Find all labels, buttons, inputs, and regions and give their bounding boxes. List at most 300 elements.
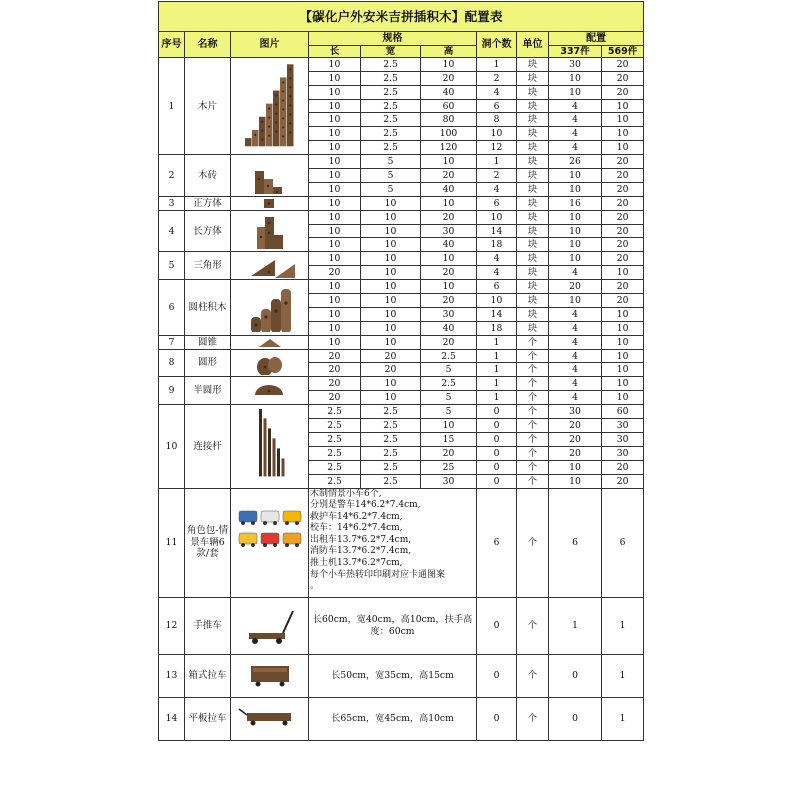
- cell-width: 2.5: [361, 460, 421, 474]
- cell-unit: 块: [517, 252, 549, 266]
- cell-height: 40: [421, 238, 477, 252]
- description-line: 消防车13.7*6.2*7.4cm,: [310, 546, 412, 557]
- cell-c2: 20: [602, 460, 644, 474]
- cell-length: 10: [309, 169, 361, 183]
- cell-unit: 个: [517, 654, 549, 697]
- cell-unit: 个: [517, 474, 549, 488]
- cell-length: 10: [309, 294, 361, 308]
- cell-unit: 个: [517, 460, 549, 474]
- cell-width: 5: [361, 182, 421, 196]
- cell-width: 2.5: [361, 85, 421, 99]
- cell-c1: 4: [549, 335, 602, 349]
- cell-holes: 10: [477, 210, 517, 224]
- cell-length: 20: [309, 363, 361, 377]
- cell-c2: 10: [602, 113, 644, 127]
- item-picture: [231, 252, 309, 280]
- item-number: 2: [159, 155, 185, 197]
- cell-width: 10: [361, 252, 421, 266]
- cell-length: 2.5: [309, 474, 361, 488]
- item-spec: 长50cm，宽35cm，高15cm: [309, 654, 477, 697]
- item-number: 12: [159, 597, 185, 654]
- cell-c1: 10: [549, 474, 602, 488]
- cell-c1: 10: [549, 169, 602, 183]
- cell-c2: 20: [602, 224, 644, 238]
- table-row: [159, 335, 644, 349]
- cell-length: 2.5: [309, 460, 361, 474]
- cell-height: 40: [421, 85, 477, 99]
- cell-width: 2.5: [361, 99, 421, 113]
- table-row: [159, 697, 644, 740]
- cell-c1: 30: [549, 405, 602, 419]
- cell-height: 40: [421, 321, 477, 335]
- cell-length: 2.5: [309, 419, 361, 433]
- table-row: [159, 280, 644, 294]
- cell-c1: 4: [549, 391, 602, 405]
- cell-c1: 30: [549, 57, 602, 71]
- cell-c2: 20: [602, 85, 644, 99]
- header-unit: 单位: [517, 32, 549, 58]
- item-number: 6: [159, 280, 185, 336]
- cell-width: 10: [361, 224, 421, 238]
- item-number: 11: [159, 488, 185, 597]
- table-row: [159, 654, 644, 697]
- item-number: 3: [159, 196, 185, 210]
- cell-unit: 个: [517, 697, 549, 740]
- cell-length: 10: [309, 280, 361, 294]
- cell-c2: 20: [602, 169, 644, 183]
- cell-holes: 1: [477, 335, 517, 349]
- cell-height: 20: [421, 446, 477, 460]
- cell-width: 2.5: [361, 432, 421, 446]
- item-number: 7: [159, 335, 185, 349]
- item-name: 圆形: [185, 349, 231, 377]
- cell-c2: 30: [602, 432, 644, 446]
- cell-width: 10: [361, 391, 421, 405]
- cell-unit: 块: [517, 169, 549, 183]
- item-spec: 长60cm，宽40cm，高10cm，扶手高度：60cm: [309, 597, 477, 654]
- cell-holes: 2: [477, 71, 517, 85]
- cell-length: 10: [309, 57, 361, 71]
- cell-c2: 10: [602, 349, 644, 363]
- cell-unit: 块: [517, 266, 549, 280]
- cell-c2: 30: [602, 419, 644, 433]
- cell-holes: 1: [477, 391, 517, 405]
- cell-c1: 1: [549, 597, 602, 654]
- cell-holes: 0: [477, 432, 517, 446]
- cell-unit: 个: [517, 377, 549, 391]
- cell-c2: 20: [602, 280, 644, 294]
- item-name: 平板拉车: [185, 697, 231, 740]
- header-height: 高: [421, 45, 477, 57]
- config-table: [158, 1, 644, 741]
- cell-holes: 10: [477, 294, 517, 308]
- cell-unit: 块: [517, 210, 549, 224]
- cell-holes: 0: [477, 405, 517, 419]
- cell-width: 2.5: [361, 71, 421, 85]
- cell-unit: 块: [517, 182, 549, 196]
- cell-c1: 10: [549, 210, 602, 224]
- cell-height: 5: [421, 391, 477, 405]
- cell-unit: 个: [517, 349, 549, 363]
- cell-height: 15: [421, 432, 477, 446]
- cell-width: 10: [361, 238, 421, 252]
- description-line: 推土机13.7*6.2*7cm,: [310, 558, 403, 569]
- description-line: 木制情景小车6个,: [310, 488, 382, 499]
- cell-height: 5: [421, 405, 477, 419]
- cell-c1: 20: [549, 419, 602, 433]
- cell-holes: 10: [477, 127, 517, 141]
- cell-unit: 块: [517, 71, 549, 85]
- cell-unit: 块: [517, 141, 549, 155]
- cell-width: 2.5: [361, 419, 421, 433]
- header-pic: 图片: [231, 32, 309, 58]
- header-name: 名称: [185, 32, 231, 58]
- item-name: 角色包-情景车辆6款/套: [185, 488, 231, 597]
- description-line: 出租车13.7*6.2*7.4cm,: [310, 534, 412, 545]
- cell-c1: 4: [549, 363, 602, 377]
- header-holes: 洞个数: [477, 32, 517, 58]
- header-no: 序号: [159, 32, 185, 58]
- item-picture: [231, 697, 309, 740]
- cell-unit: 个: [517, 335, 549, 349]
- item-name: 三角形: [185, 252, 231, 280]
- cell-width: 20: [361, 349, 421, 363]
- cell-c2: 1: [602, 597, 644, 654]
- cell-length: 10: [309, 196, 361, 210]
- item-name: 半圆形: [185, 377, 231, 405]
- item-number: 5: [159, 252, 185, 280]
- cell-height: 120: [421, 141, 477, 155]
- item-name: 长方体: [185, 210, 231, 252]
- cell-unit: 块: [517, 85, 549, 99]
- item-picture: [231, 349, 309, 377]
- item-picture: [231, 280, 309, 336]
- header-c1: 337件: [549, 45, 602, 57]
- table-title: 【碳化户外安米吉拼插积木】配置表: [159, 2, 644, 32]
- cell-c1: 4: [549, 99, 602, 113]
- cell-unit: 块: [517, 307, 549, 321]
- header-length: 长: [309, 45, 361, 57]
- item-name: 木砖: [185, 155, 231, 197]
- cell-c1: 26: [549, 155, 602, 169]
- cell-holes: 0: [477, 474, 517, 488]
- cell-unit: 块: [517, 155, 549, 169]
- cell-holes: 4: [477, 252, 517, 266]
- table-row: [159, 210, 644, 224]
- cell-length: 10: [309, 113, 361, 127]
- cell-width: 2.5: [361, 446, 421, 460]
- cell-c2: 10: [602, 321, 644, 335]
- cell-c2: 20: [602, 252, 644, 266]
- cell-holes: 6: [477, 196, 517, 210]
- cell-c2: 20: [602, 474, 644, 488]
- cell-height: 2.5: [421, 349, 477, 363]
- cell-length: 20: [309, 266, 361, 280]
- cell-holes: 6: [477, 99, 517, 113]
- cell-unit: 块: [517, 99, 549, 113]
- item-description: [309, 488, 477, 597]
- cell-holes: 0: [477, 597, 517, 654]
- item-number: 9: [159, 377, 185, 405]
- cell-height: 100: [421, 127, 477, 141]
- cell-c2: 10: [602, 99, 644, 113]
- cell-c1: 10: [549, 71, 602, 85]
- cell-c1: 20: [549, 446, 602, 460]
- cell-length: 10: [309, 252, 361, 266]
- cell-unit: 块: [517, 224, 549, 238]
- cell-c2: 10: [602, 363, 644, 377]
- cell-width: 20: [361, 363, 421, 377]
- cell-holes: 18: [477, 321, 517, 335]
- cell-width: 2.5: [361, 474, 421, 488]
- cell-height: 10: [421, 196, 477, 210]
- cell-length: 2.5: [309, 446, 361, 460]
- cell-holes: 4: [477, 85, 517, 99]
- cell-width: 2.5: [361, 57, 421, 71]
- table-row: [159, 377, 644, 391]
- cell-width: 2.5: [361, 405, 421, 419]
- cell-holes: 1: [477, 155, 517, 169]
- header-spec: 规格: [309, 32, 477, 46]
- cell-length: 10: [309, 335, 361, 349]
- header-c2: 569件: [602, 45, 644, 57]
- cell-width: 10: [361, 321, 421, 335]
- item-picture: [231, 155, 309, 197]
- cell-height: 60: [421, 99, 477, 113]
- cell-c1: 16: [549, 196, 602, 210]
- cell-height: 20: [421, 210, 477, 224]
- cell-width: 10: [361, 196, 421, 210]
- table-row: [159, 196, 644, 210]
- cell-height: 5: [421, 363, 477, 377]
- cell-holes: 1: [477, 363, 517, 377]
- cell-length: 10: [309, 85, 361, 99]
- cell-length: 10: [309, 238, 361, 252]
- cell-c2: 30: [602, 446, 644, 460]
- table-row: [159, 597, 644, 654]
- cell-unit: 个: [517, 488, 549, 597]
- cell-c2: 10: [602, 377, 644, 391]
- cell-c1: 0: [549, 697, 602, 740]
- cell-height: 30: [421, 474, 477, 488]
- item-picture: [231, 654, 309, 697]
- cell-c2: 1: [602, 697, 644, 740]
- item-number: 10: [159, 405, 185, 488]
- cell-c1: 4: [549, 266, 602, 280]
- cell-width: 10: [361, 307, 421, 321]
- cell-length: 10: [309, 321, 361, 335]
- cell-c2: 20: [602, 155, 644, 169]
- cell-holes: 0: [477, 419, 517, 433]
- cell-length: 2.5: [309, 432, 361, 446]
- cell-c1: 20: [549, 432, 602, 446]
- cell-c1: 10: [549, 224, 602, 238]
- cell-holes: 4: [477, 266, 517, 280]
- item-number: 4: [159, 210, 185, 252]
- cell-unit: 块: [517, 113, 549, 127]
- cell-holes: 14: [477, 307, 517, 321]
- cell-c2: 60: [602, 405, 644, 419]
- description-line: 救护车14*6.2*7.4cm,: [310, 511, 403, 522]
- item-name: 木片: [185, 57, 231, 154]
- cell-holes: 0: [477, 460, 517, 474]
- cell-height: 20: [421, 335, 477, 349]
- cell-c1: 6: [549, 488, 602, 597]
- cell-unit: 个: [517, 432, 549, 446]
- item-number: 8: [159, 349, 185, 377]
- cell-unit: 块: [517, 196, 549, 210]
- cell-c1: 4: [549, 349, 602, 363]
- table-row: [159, 349, 644, 363]
- cell-holes: 0: [477, 654, 517, 697]
- cell-length: 10: [309, 127, 361, 141]
- item-picture: [231, 488, 309, 597]
- cell-holes: 1: [477, 349, 517, 363]
- cell-holes: 6: [477, 488, 517, 597]
- cell-width: 2.5: [361, 127, 421, 141]
- cell-width: 5: [361, 155, 421, 169]
- item-picture: [231, 405, 309, 488]
- cell-c1: 10: [549, 238, 602, 252]
- cell-length: 10: [309, 155, 361, 169]
- cell-length: 20: [309, 391, 361, 405]
- cell-c1: 20: [549, 280, 602, 294]
- cell-c2: 10: [602, 141, 644, 155]
- cell-unit: 块: [517, 57, 549, 71]
- cell-unit: 个: [517, 446, 549, 460]
- table-row: [159, 488, 644, 597]
- cell-holes: 0: [477, 697, 517, 740]
- cell-width: 10: [361, 266, 421, 280]
- item-name: 圆锥: [185, 335, 231, 349]
- cell-length: 2.5: [309, 405, 361, 419]
- cell-length: 10: [309, 141, 361, 155]
- item-picture: [231, 597, 309, 654]
- cell-length: 10: [309, 224, 361, 238]
- table-row: [159, 57, 644, 71]
- cell-unit: 个: [517, 363, 549, 377]
- description-line: 。: [310, 581, 320, 592]
- item-picture: [231, 210, 309, 252]
- cell-unit: 个: [517, 405, 549, 419]
- header-width: 宽: [361, 45, 421, 57]
- cell-c1: 10: [549, 294, 602, 308]
- cell-holes: 18: [477, 238, 517, 252]
- cell-c2: 20: [602, 196, 644, 210]
- item-name: 连接杆: [185, 405, 231, 488]
- cell-holes: 0: [477, 446, 517, 460]
- cell-c2: 20: [602, 182, 644, 196]
- table-row: [159, 405, 644, 419]
- cell-c2: 10: [602, 307, 644, 321]
- cell-unit: 块: [517, 294, 549, 308]
- cell-width: 10: [361, 335, 421, 349]
- cell-width: 10: [361, 280, 421, 294]
- cell-height: 30: [421, 307, 477, 321]
- cell-height: 2.5: [421, 377, 477, 391]
- cell-length: 20: [309, 377, 361, 391]
- item-spec: 长65cm，宽45cm，高10cm: [309, 697, 477, 740]
- cell-c1: 4: [549, 307, 602, 321]
- cell-c2: 1: [602, 654, 644, 697]
- cell-c1: 10: [549, 182, 602, 196]
- item-number: 14: [159, 697, 185, 740]
- cell-holes: 4: [477, 182, 517, 196]
- cell-c2: 20: [602, 210, 644, 224]
- cell-length: 10: [309, 210, 361, 224]
- item-name: 圆柱积木: [185, 280, 231, 336]
- cell-height: 20: [421, 266, 477, 280]
- description-line: 校车：14*6.2*7.4cm,: [310, 523, 403, 534]
- cell-holes: 1: [477, 57, 517, 71]
- cell-c2: 10: [602, 335, 644, 349]
- cell-height: 20: [421, 294, 477, 308]
- item-picture: [231, 196, 309, 210]
- cell-width: 10: [361, 210, 421, 224]
- cell-unit: 个: [517, 391, 549, 405]
- cell-holes: 8: [477, 113, 517, 127]
- cell-holes: 12: [477, 141, 517, 155]
- cell-c2: 10: [602, 127, 644, 141]
- cell-holes: 14: [477, 224, 517, 238]
- cell-c1: 10: [549, 252, 602, 266]
- table-row: [159, 155, 644, 169]
- cell-height: 20: [421, 71, 477, 85]
- table-row: [159, 252, 644, 266]
- cell-unit: 块: [517, 280, 549, 294]
- cell-width: 10: [361, 377, 421, 391]
- cell-height: 30: [421, 224, 477, 238]
- item-picture: [231, 335, 309, 349]
- cell-c2: 20: [602, 238, 644, 252]
- item-name: 正方体: [185, 196, 231, 210]
- item-picture: [231, 57, 309, 154]
- cell-c2: 10: [602, 391, 644, 405]
- cell-width: 2.5: [361, 113, 421, 127]
- item-name: 箱式拉车: [185, 654, 231, 697]
- cell-length: 10: [309, 307, 361, 321]
- cell-height: 40: [421, 182, 477, 196]
- cell-length: 10: [309, 71, 361, 85]
- cell-unit: 块: [517, 127, 549, 141]
- cell-unit: 块: [517, 238, 549, 252]
- cell-c2: 20: [602, 57, 644, 71]
- cell-unit: 块: [517, 321, 549, 335]
- cell-c2: 6: [602, 488, 644, 597]
- cell-holes: 2: [477, 169, 517, 183]
- cell-length: 10: [309, 182, 361, 196]
- cell-c2: 20: [602, 71, 644, 85]
- cell-width: 5: [361, 169, 421, 183]
- cell-height: 80: [421, 113, 477, 127]
- cell-c1: 4: [549, 377, 602, 391]
- cell-height: 20: [421, 169, 477, 183]
- cell-c2: 10: [602, 266, 644, 280]
- cell-c2: 20: [602, 294, 644, 308]
- item-number: 1: [159, 57, 185, 154]
- item-number: 13: [159, 654, 185, 697]
- description-line: 每个小车热转印印刷对应卡通图案: [310, 569, 446, 580]
- cell-c1: 10: [549, 85, 602, 99]
- cell-c1: 4: [549, 127, 602, 141]
- cell-height: 10: [421, 57, 477, 71]
- cell-height: 10: [421, 419, 477, 433]
- cell-c1: 4: [549, 113, 602, 127]
- description-line: 分别是警车14*6.2*7.4cm,: [310, 500, 421, 511]
- cell-c1: 0: [549, 654, 602, 697]
- cell-length: 20: [309, 349, 361, 363]
- cell-width: 2.5: [361, 141, 421, 155]
